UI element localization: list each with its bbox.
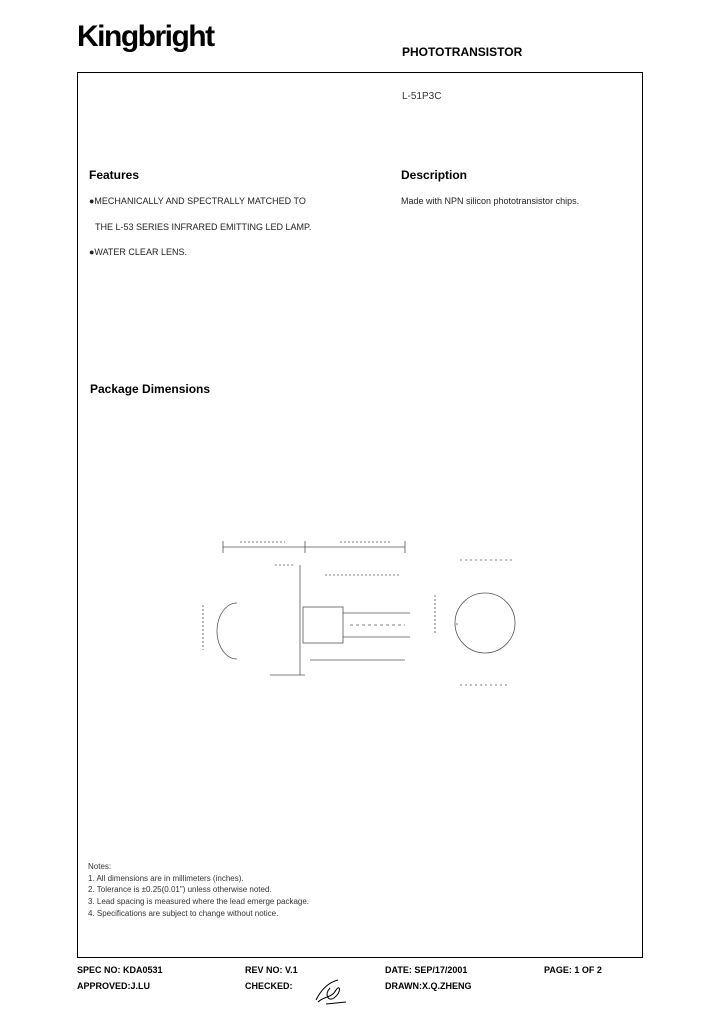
feature-line-2: THE L-53 SERIES INFRARED EMITTING LED LAMP. — [95, 222, 312, 232]
revision-number: REV NO: V.1 — [245, 965, 298, 975]
note-item: 1. All dimensions are in millimeters (inches). — [88, 873, 244, 883]
part-number: L-51P3C — [402, 91, 442, 102]
features-heading: Features — [89, 168, 140, 182]
note-item: 4. Specifications are subject to change without notice. — [88, 908, 279, 918]
description-text: Made with NPN silicon phototransistor chips. — [401, 196, 580, 206]
note-item: 2. Tolerance is ±0.25(0.01") unless otherwise noted. — [88, 885, 272, 895]
page-number: PAGE: 1 OF 2 — [544, 965, 602, 975]
drawn-by: DRAWN:X.Q.ZHENG — [385, 981, 472, 991]
note-item: 3. Lead spacing is measured where the lead emerge package. — [88, 897, 310, 907]
package-dimension-drawing — [195, 525, 525, 695]
spec-number: SPEC NO: KDA0531 — [77, 965, 163, 975]
checked-by: CHECKED: — [245, 981, 293, 991]
feature-line-3: ●WATER CLEAR LENS. — [89, 247, 187, 257]
approved-by: APPROVED:J.LU — [77, 981, 151, 991]
package-dimensions-heading: Package Dimensions — [90, 382, 211, 396]
notes-block — [88, 861, 309, 920]
document-type-title: PHOTOTRANSISTOR — [402, 45, 523, 59]
signature-icon — [312, 978, 352, 1006]
kingbright-logo: Kingbright — [77, 20, 214, 53]
date: DATE: SEP/17/2001 — [385, 965, 468, 975]
lens-front-view — [455, 593, 515, 653]
lens-outline-left — [217, 603, 237, 659]
notes-title: Notes: — [88, 862, 112, 871]
package-body — [303, 607, 343, 643]
feature-line-1: ●MECHANICALLY AND SPECTRALLY MATCHED TO — [89, 196, 306, 206]
description-heading: Description — [401, 168, 468, 182]
